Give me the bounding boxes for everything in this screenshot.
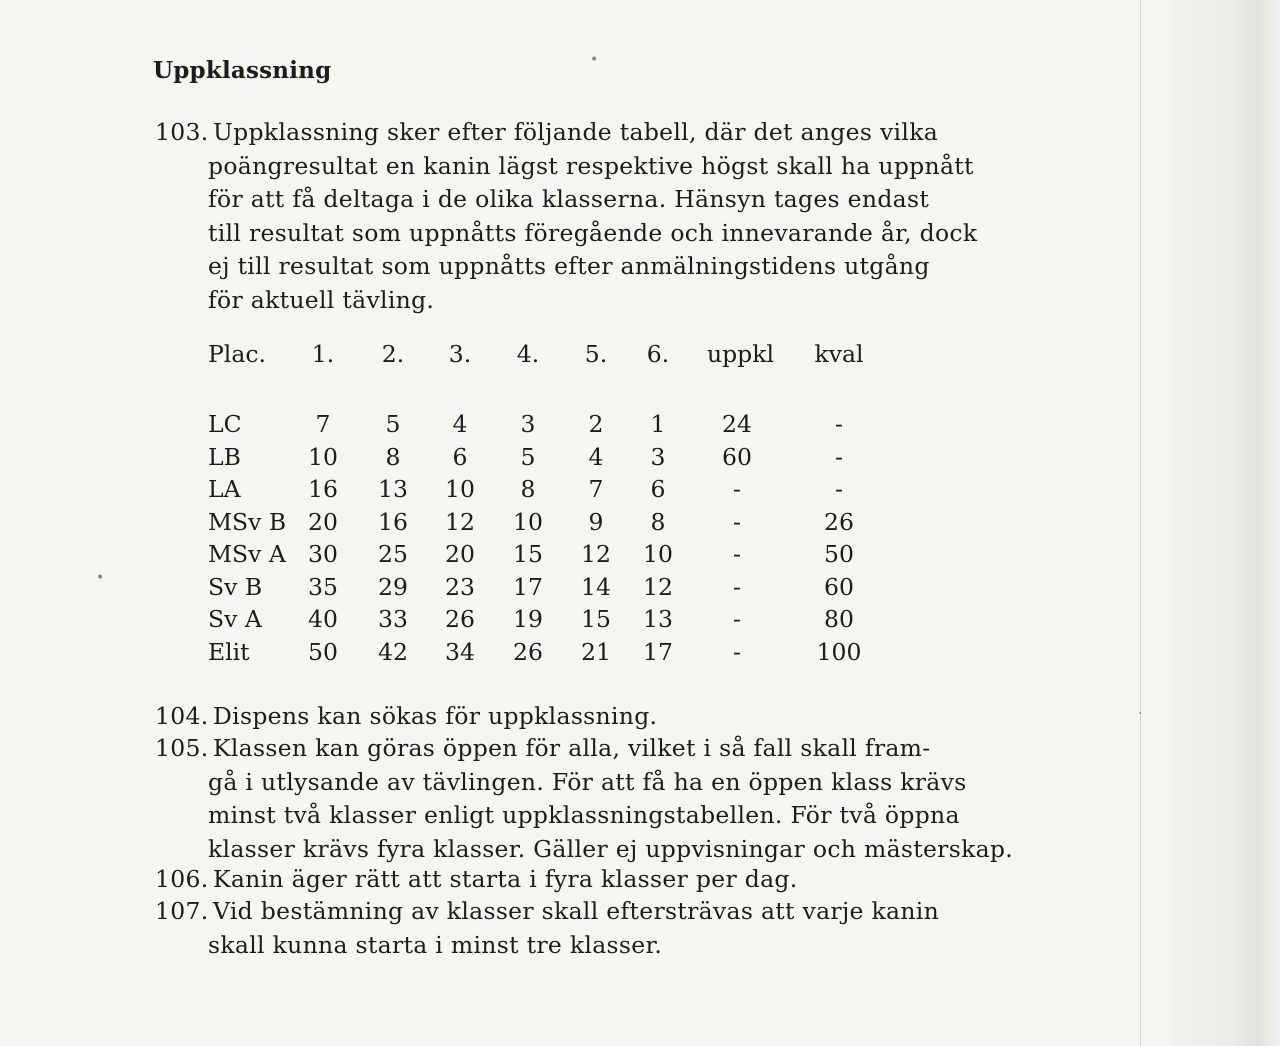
section-line: poängresultat en kanin lägst respektive högst skall ha uppnått — [208, 151, 974, 180]
table-row — [208, 573, 908, 605]
section-line: klasser krävs fyra klasser. Gäller ej uppvisningar och mästerskap. — [208, 834, 1014, 863]
table-cell: 6 — [650, 475, 666, 503]
table-cell: 60 — [824, 572, 854, 601]
page-title: Uppklassning — [153, 57, 332, 84]
table-header-cell: 5. — [584, 340, 608, 368]
table-header-cell: 3. — [448, 340, 472, 368]
table-cell: 19 — [513, 605, 543, 633]
table-cell: 40 — [308, 605, 338, 633]
table-cell: 7 — [588, 475, 604, 503]
table-cell: 8 — [520, 475, 536, 503]
section-number: 107. — [155, 897, 209, 925]
table-row-label: LC — [208, 410, 242, 438]
table-cell: 25 — [378, 540, 408, 568]
section-line — [155, 700, 657, 734]
table-row-label: Sv B — [208, 572, 263, 601]
table-cell: 35 — [308, 572, 338, 601]
table-row — [208, 475, 908, 507]
table-header-cell: 4. — [516, 340, 540, 368]
page-edge-shadow — [1170, 0, 1280, 1046]
section-line — [155, 732, 1013, 766]
table-cell: - — [733, 540, 741, 568]
section-line: skall kunna starta i minst tre klasser. — [208, 930, 663, 959]
section-line — [155, 895, 939, 929]
table-cell: 26 — [513, 637, 543, 666]
table-row-label: LB — [208, 442, 241, 471]
section-103 — [155, 116, 977, 317]
table-cell: 100 — [816, 637, 862, 666]
section-104 — [155, 700, 657, 734]
table-cell: 1 — [650, 410, 666, 438]
table-header-cell: 1. — [311, 340, 335, 368]
table-cell: 10 — [643, 540, 673, 568]
section-line — [155, 863, 798, 897]
table-cell: - — [835, 410, 843, 438]
table-cell: 42 — [378, 637, 408, 666]
table-cell: 12 — [581, 540, 611, 568]
section-text: Klassen kan göras öppen för alla, vilket i så fall skall fram- — [213, 734, 931, 762]
table-row — [208, 540, 908, 572]
table-cell: 5 — [385, 410, 401, 438]
section-text: Vid bestämning av klasser skall eftersträvas att varje kanin — [213, 897, 940, 925]
section-107 — [155, 895, 939, 962]
scan-speck: • — [590, 52, 599, 68]
table-cell: 23 — [445, 572, 475, 601]
table-cell: - — [733, 507, 741, 536]
scan-speck: • — [96, 570, 105, 586]
table-cell: 17 — [643, 637, 673, 666]
table-row — [208, 605, 908, 637]
table-cell: 14 — [581, 572, 611, 601]
table-cell: 60 — [722, 442, 752, 471]
table-header-cell: 2. — [381, 340, 405, 368]
table-cell: 50 — [824, 540, 854, 568]
table-row — [208, 638, 908, 670]
table-cell: 6 — [452, 442, 468, 471]
scan-speck: · — [1138, 706, 1143, 722]
table-cell: 10 — [308, 442, 338, 471]
table-cell: 15 — [581, 605, 611, 633]
table-cell: - — [733, 572, 741, 601]
section-106 — [155, 863, 798, 897]
table-cell: 16 — [378, 507, 408, 536]
section-text: Uppklassning sker efter följande tabell, där det anges vilka — [213, 118, 939, 146]
table-header-cell: uppkl — [707, 340, 774, 368]
section-number: 103. — [155, 118, 209, 146]
table-cell: 10 — [445, 475, 475, 503]
table-cell: 17 — [513, 572, 543, 601]
table-row-label: Sv A — [208, 605, 262, 633]
table-header-cell: 6. — [646, 340, 670, 368]
table-cell: 13 — [378, 475, 408, 503]
table-row-label: MSv A — [208, 540, 286, 568]
table-cell: 50 — [308, 637, 338, 666]
table-row-label: MSv B — [208, 507, 287, 536]
table-cell: 9 — [588, 507, 604, 536]
section-text: Kanin äger rätt att starta i fyra klasser per dag. — [213, 865, 798, 893]
table-cell: 29 — [378, 572, 408, 601]
section-line — [155, 116, 977, 150]
section-line: till resultat som uppnåtts föregående och innevarande år, dock — [208, 218, 978, 247]
table-cell: 3 — [650, 442, 666, 471]
table-cell: - — [835, 442, 843, 471]
table-row-label: Elit — [208, 637, 250, 666]
table-row — [208, 508, 908, 540]
table-cell: 34 — [445, 637, 475, 666]
table-cell: - — [733, 637, 741, 666]
table-cell: 2 — [588, 410, 604, 438]
section-text: Dispens kan sökas för uppklassning. — [213, 702, 658, 730]
table-cell: - — [733, 605, 741, 633]
section-line: minst två klasser enligt uppklassningstabellen. För två öppna — [208, 801, 960, 829]
page-edge-line — [1140, 0, 1141, 1046]
table-cell: 12 — [445, 507, 475, 536]
table-row — [208, 443, 908, 475]
section-line: ej till resultat som uppnåtts efter anmälningstidens utgång — [208, 252, 930, 280]
table-cell: 30 — [308, 540, 338, 568]
table-cell: 26 — [445, 605, 475, 633]
table-cell: 8 — [650, 507, 666, 536]
table-cell: 33 — [378, 605, 408, 633]
table-cell: 4 — [452, 410, 468, 438]
table-cell: 7 — [315, 410, 331, 438]
table-cell: 26 — [824, 507, 854, 536]
section-105 — [155, 732, 1013, 866]
table-cell: 3 — [520, 410, 536, 438]
section-number: 104. — [155, 702, 209, 730]
table-cell: 4 — [588, 442, 604, 471]
section-line: gå i utlysande av tävlingen. För att få ha en öppen klass krävs — [208, 767, 967, 796]
table-cell: 10 — [513, 507, 543, 536]
table-cell: 15 — [513, 540, 543, 568]
table-cell: - — [733, 475, 741, 503]
table-cell: 20 — [445, 540, 475, 568]
table-row-label: LA — [208, 475, 241, 503]
table-cell: 16 — [308, 475, 338, 503]
table-cell: 20 — [308, 507, 338, 536]
section-line: för att få deltaga i de olika klasserna. Hänsyn tages endast — [208, 185, 930, 213]
section-number: 105. — [155, 734, 209, 762]
section-number: 106. — [155, 865, 209, 893]
table-cell: 5 — [520, 442, 536, 471]
table-header-cell: kval — [814, 340, 864, 368]
table-cell: 24 — [722, 410, 752, 438]
table-header-row — [208, 340, 908, 372]
table-cell: - — [835, 475, 843, 503]
table-row — [208, 410, 908, 442]
table-header-cell: Plac. — [208, 340, 266, 368]
table-cell: 21 — [581, 637, 611, 666]
table-cell: 8 — [385, 442, 401, 471]
section-line: för aktuell tävling. — [208, 285, 435, 314]
table-cell: 80 — [824, 605, 854, 633]
table-cell: 13 — [643, 605, 673, 633]
table-cell: 12 — [643, 572, 673, 601]
